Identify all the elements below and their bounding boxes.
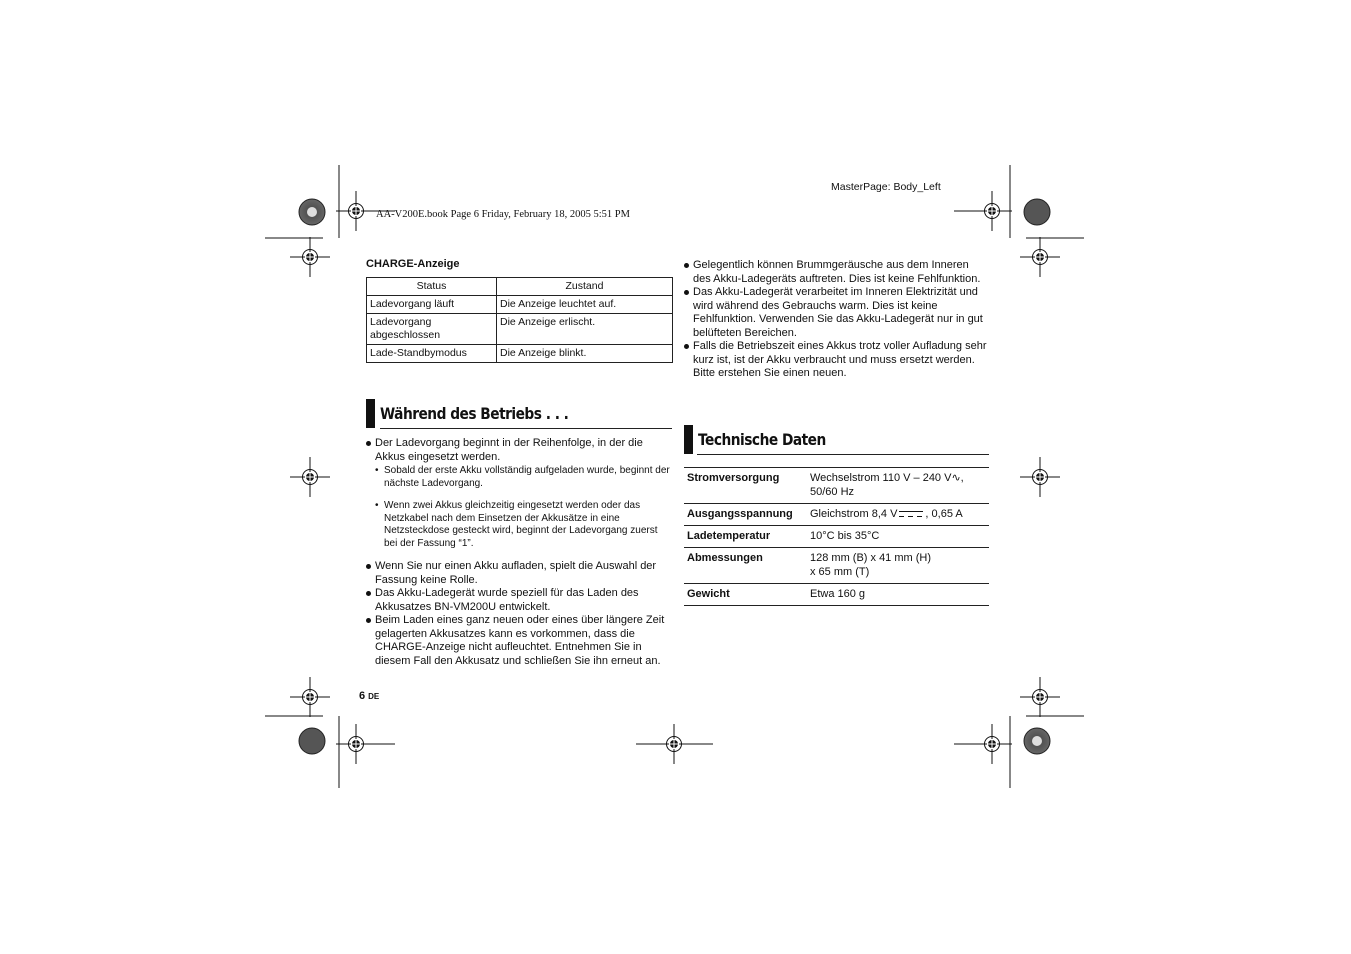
charge-indicator-title: CHARGE-Anzeige [366,258,460,270]
registration-mark [972,191,1012,231]
ac-symbol-icon: ∿ [951,472,961,484]
spec-label: Gewicht [684,584,807,606]
state-cell: Die Anzeige blinkt. [497,345,673,363]
table-row [684,548,989,584]
table-row [367,345,673,363]
spec-label: Abmessungen [684,548,807,584]
table-header-row [367,278,673,296]
spec-value: 10°C bis 35°C [807,526,989,548]
registration-mark [972,724,1012,764]
heading-bar [684,425,693,454]
table-row [684,504,989,526]
spec-value: Wechselstrom 110 V – 240 V∿, 50/60 Hz [807,468,989,504]
registration-mark [654,724,694,764]
registration-mark [1020,237,1060,277]
masterpage-label: MasterPage: Body_Left [831,181,941,193]
spec-value-text: , 0,65 A [925,508,963,520]
language-code: DE [368,692,380,701]
column-header-zustand: Zustand [497,278,673,296]
list-item: Beim Laden eines ganz neuen oder eines über längere Zeit gelagerten Akkusatzes kann es vorkommen, dass die CHARGE-Anzeige nicht aufleuchtet. Entnehmen Sie in diesem Fall den Akkusatz und schließen Sie ihn erneut an. [366,614,673,668]
registration-mark [336,191,376,231]
book-header-line: AA-V200E.book Page 6 Friday, February 18, 2005 5:51 PM [376,209,630,220]
dc-symbol-icon [899,510,923,519]
section-heading-betrieb [366,399,599,428]
section-heading-technische-daten [684,425,847,454]
star-target-bottom-right [1024,728,1050,754]
list-item: Das Akku-Ladegerät verarbeitet im Inneren Elektrizität und wird während des Gebrauchs warm. Dies ist keine Fehlfunktion. Verwenden Sie das Akku-Ladegerät nur in gut belüfteten Bereichen. [684,286,988,340]
spec-value: Etwa 160 g [807,584,989,606]
star-target-top-right [1024,199,1050,225]
list-item: Gelegentlich können Brummgeräusche aus dem Inneren des Akku-Ladegeräts auftreten. Dies ist keine Fehlfunktion. [684,259,988,286]
page-number-value: 6 [359,690,366,702]
status-cell: Lade-Standbymodus [367,345,497,363]
sub-list-item: • Wenn zwei Akkus gleichzeitig eingesetzt werden oder das Netzkabel nach dem Einsetzen der Akkusätze in eine Netzsteckdose gesteckt wird, beginnt der Ladevorgang zuerst bei der Fassung “1”. [366,500,673,550]
registration-mark [1020,677,1060,717]
spec-value-text: Gleichstrom 8,4 V [810,508,898,520]
registration-mark [336,724,376,764]
spec-label: Stromversorgung [684,468,807,504]
registration-mark [290,677,330,717]
specifications-table [684,467,989,606]
spec-value-line: x 65 mm (T) [810,566,870,578]
table-row [367,296,673,314]
sub-list-item: • Sobald der erste Akku vollständig aufgeladen wurde, beginnt der nächste Ladevorgang. [366,465,673,490]
list-item: Wenn Sie nur einen Akku aufladen, spielt die Auswahl der Fassung keine Rolle. [366,560,673,587]
state-cell: Die Anzeige erlischt. [497,314,673,345]
heading-rule [697,454,989,455]
star-target-bottom-left [299,728,325,754]
registration-mark [1020,457,1060,497]
spec-value-line: Wechselstrom 110 V – 240 V [810,472,952,484]
spec-label: Ladetemperatur [684,526,807,548]
heading-bar [366,399,375,428]
registration-mark [290,237,330,277]
spec-value [807,504,989,526]
spec-value-line: 128 mm (B) x 41 mm (H) [810,552,932,564]
star-target-top-left [299,199,325,225]
spec-value-line: 50/60 Hz [810,486,855,498]
column-header-status: Status [367,278,497,296]
right-bullet-list [684,259,988,381]
table-row [684,468,989,504]
spec-value [807,548,989,584]
status-cell: Ladevorgang abgeschlossen [367,314,497,345]
status-cell: Ladevorgang läuft [367,296,497,314]
page-number [359,690,379,702]
table-row [684,584,989,606]
list-item: Der Ladevorgang beginnt in der Reihenfolge, in der die Akkus eingesetzt werden. [366,437,673,464]
state-cell: Die Anzeige leuchtet auf. [497,296,673,314]
heading-rule [380,428,672,429]
table-row [684,526,989,548]
betrieb-bullet-list [366,437,673,668]
list-item: Falls die Betriebszeit eines Akkus trotz voller Aufladung sehr kurz ist, ist der Akku verbraucht und muss ersetzt werden. Bitte erstehen Sie einen neuen. [684,340,988,381]
section-title: Während des Betriebs . . . [380,404,569,423]
registration-mark [290,457,330,497]
table-row [367,314,673,345]
list-item: Das Akku-Ladegerät wurde speziell für das Laden des Akkusatzes BN-VM200U entwickelt. [366,587,673,614]
charge-status-table [366,277,673,363]
section-title: Technische Daten [698,430,826,449]
spec-label: Ausgangsspannung [684,504,807,526]
